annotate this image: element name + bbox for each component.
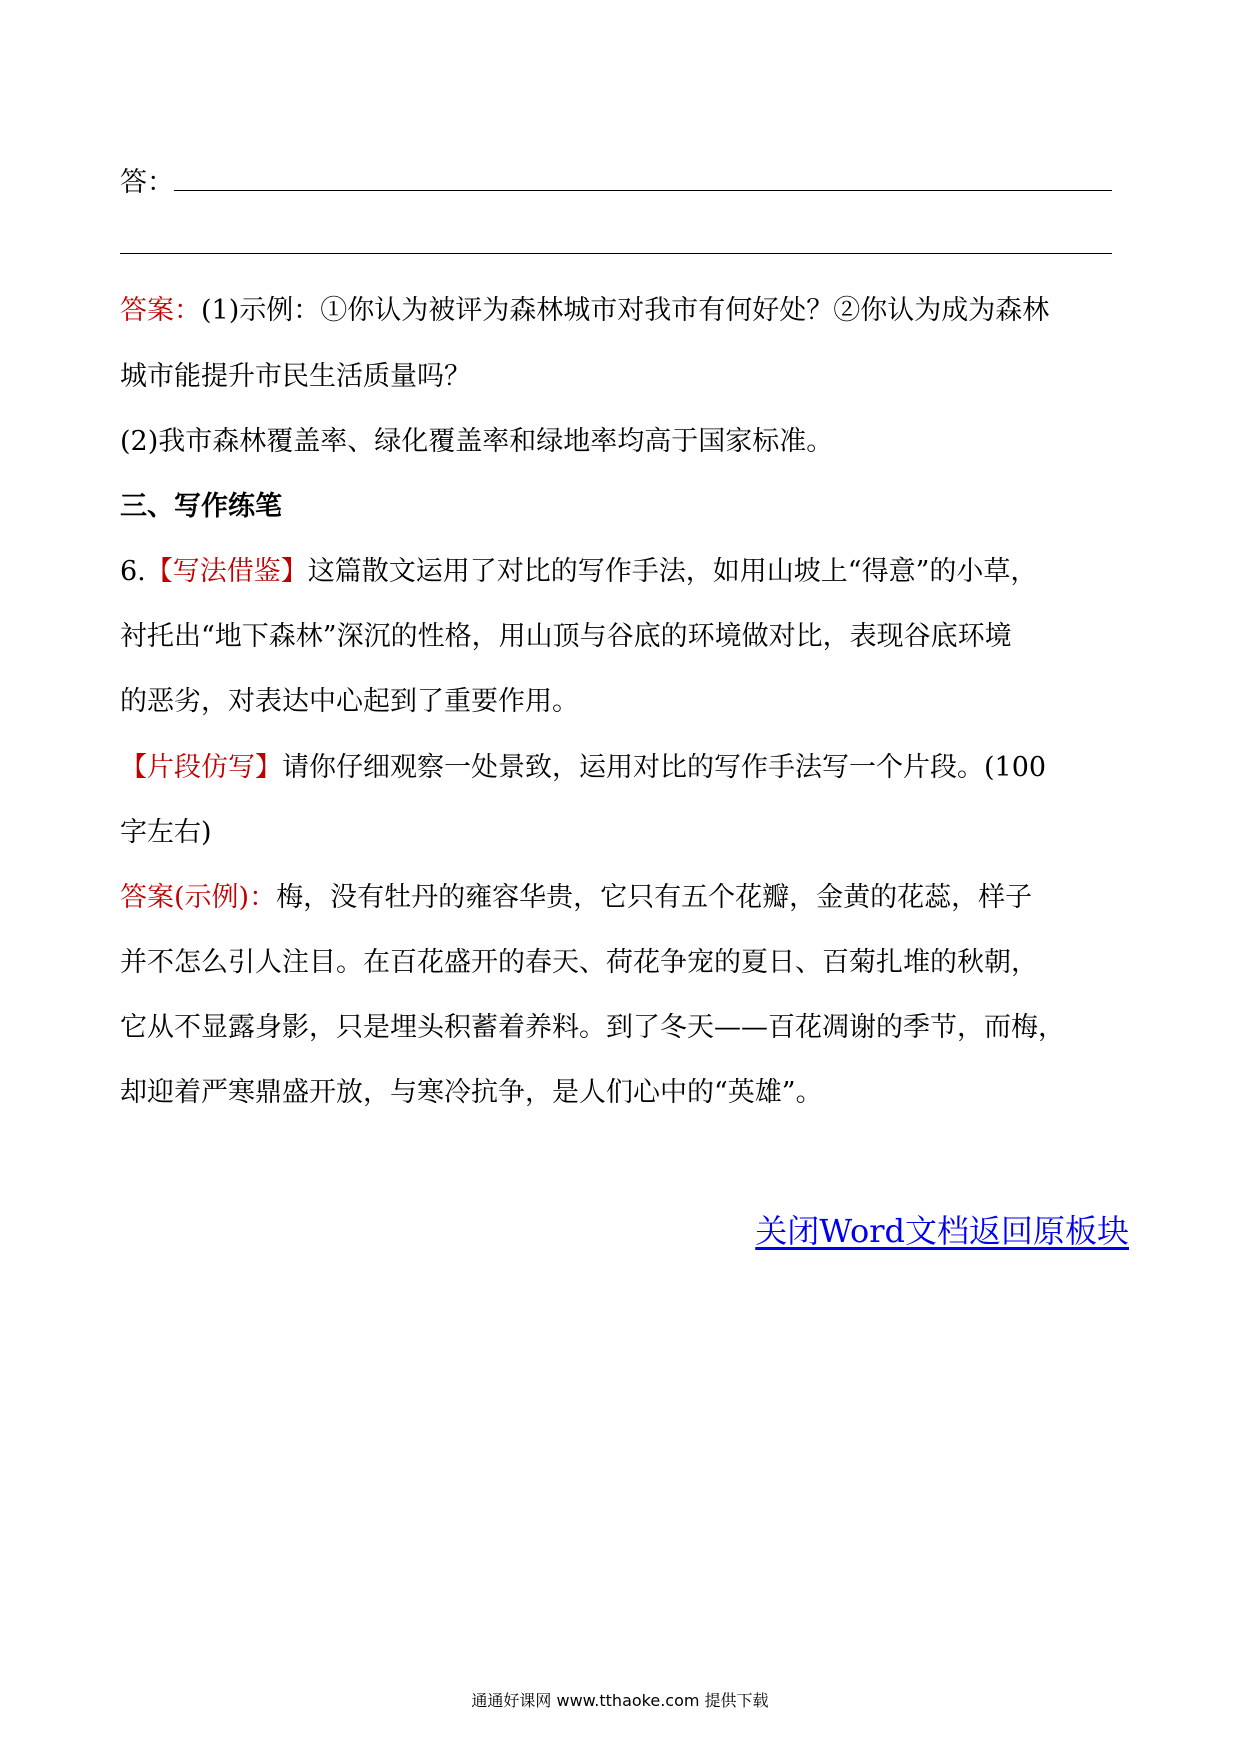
imitation-task-line-1 xyxy=(120,750,1046,786)
answer-blank-line-1 xyxy=(120,165,1112,201)
answer-text: (1)示例：①你认为被评为森林城市对我市有何好处？②你认为成为森林 xyxy=(201,295,1050,326)
section-title-text: 三、写作练笔 xyxy=(120,491,282,522)
answer-paragraph-2 xyxy=(120,424,833,460)
sample-answer-line-1 xyxy=(120,880,1032,916)
question-number: 6. xyxy=(120,556,146,587)
writing-reference-tag: 【写法借鉴】 xyxy=(145,556,308,587)
question-text: 衬托出“地下森林”深沉的性格，用山顶与谷底的环境做对比，表现谷底环境 xyxy=(120,621,1012,652)
question-6-line-1 xyxy=(120,554,1037,590)
sample-text: 并不怎么引人注目。在百花盛开的春天、荷花争宠的夏日、百菊扎堆的秋朝， xyxy=(120,947,1038,978)
answer-blank-line-2 xyxy=(120,228,1112,264)
answer-paragraph-1-cont xyxy=(120,359,471,395)
sample-answer-label: 答案(示例)： xyxy=(120,882,277,913)
sample-answer-line-3 xyxy=(120,1010,1065,1046)
sample-text: 却迎着严寒鼎盛开放，与寒冷抗争，是人们心中的“英雄”。 xyxy=(120,1077,823,1108)
imitation-task-line-2 xyxy=(120,815,212,851)
footer-credit: 通通好课网 www.tthaoke.com 提供下载 xyxy=(471,1691,769,1710)
question-text: 的恶劣，对表达中心起到了重要作用。 xyxy=(120,686,579,717)
sample-text: 梅，没有牡丹的雍容华贵，它只有五个花瓣，金黄的花蕊，样子 xyxy=(276,882,1033,913)
close-word-link[interactable]: 关闭Word文档返回原板块 xyxy=(755,1212,1129,1250)
answer-blank xyxy=(174,166,1112,191)
task-text: 请你仔细观察一处景致，运用对比的写作手法写一个片段。(100 xyxy=(282,752,1047,783)
sample-text: 它从不显露身影，只是埋头积蓄着养料。到了冬天——百花凋谢的季节，而梅， xyxy=(120,1012,1065,1043)
imitation-writing-tag: 【片段仿写】 xyxy=(120,752,282,783)
answer-text: (2)我市森林覆盖率、绿化覆盖率和绿地率均高于国家标准。 xyxy=(120,426,834,457)
answer-prompt: 答： xyxy=(120,167,174,198)
question-6-line-3 xyxy=(120,684,579,720)
question-6-line-2 xyxy=(120,619,1012,655)
task-text: 字左右) xyxy=(120,817,212,848)
section-title xyxy=(120,489,282,525)
answer-paragraph-1 xyxy=(120,293,1049,329)
sample-answer-line-2 xyxy=(120,945,1038,981)
answer-label: 答案： xyxy=(120,295,201,326)
question-text: 这篇散文运用了对比的写作手法，如用山坡上“得意”的小草， xyxy=(307,556,1038,587)
answer-blank xyxy=(120,229,1112,254)
answer-text: 城市能提升市民生活质量吗？ xyxy=(120,361,471,392)
sample-answer-line-4 xyxy=(120,1075,823,1111)
